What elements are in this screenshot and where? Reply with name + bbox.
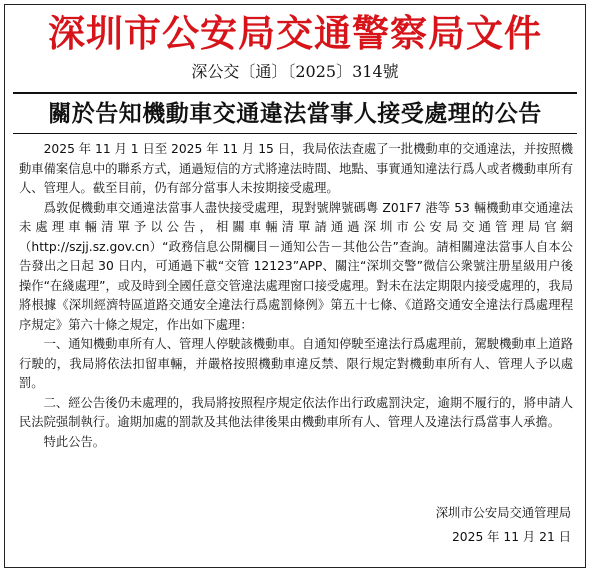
signature-org: 深圳市公安局交通管理局	[435, 506, 571, 520]
issuing-agency-title: 深圳市公安局交通警察局文件	[48, 12, 542, 55]
header-divider	[13, 92, 577, 94]
signature-block	[436, 501, 571, 549]
notice-title: 關於告知機動車交通違法當事人接受處理的公告	[48, 101, 542, 127]
paragraph-instructions: 爲敦促機動車交通違法當事人盡快接受處理，現對號牌號碼粵 Z01F7 港等 53 輛機動車交通違法未處理車輛清單予以公告，相關車輛清單請通過深圳市公安局交通管理局官網（http://szjj.sz.gov.cn）“政務信息公開欄目－通知公告－其他公告”查詢。請相關違法當事人自本公告發出之日起 30 日内，可通過下載“交管 12123”APP、關注“深圳交警”微信公衆號注册星級用户後操作“在綫處理”，或及時到全國任意交管違法處理窗口接受處理。對未在法定期限内接受處理的，我局將根據《深圳經濟特區道路交通安全違法行爲處罰條例》第五十七條、《道路交通安全違法行爲處理程序規定》第六十條之規定，作出如下處理：	[19, 200, 573, 332]
signature-date: 2025 年 11 月 21 日	[451, 530, 571, 544]
document-number: 深公交〔通〕〔2025〕314號	[191, 62, 399, 81]
document-header	[5, 5, 585, 82]
paragraph-measure-2: 二、經公告後仍未處理的，我局將按照程序規定依法作出行政處罰決定，逾期不履行的，將申請人民法院强制執行。逾期加處的罰款及其他法律後果由機動車所有人、管理人及違法行爲當事人承擔。	[19, 395, 573, 429]
document-page	[4, 4, 586, 568]
paragraph-closing: 特此公告。	[43, 434, 106, 449]
paragraph-intro: 2025 年 11 月 1 日至 2025 年 11 月 15 日，我局依法查處了一批機動車的交通違法，并按照機動車備案信息中的聯系方式，通過短信的方式將違法時間、地點、事實通知違法行爲人或者機動車所有人、管理人。截至目前，仍有部分當事人未按期接受處理。	[19, 142, 573, 195]
paragraph-measure-1: 一、通知機動車所有人、管理人停駛該機動車。自通知停駛至違法行爲處理前，駕駛機動車上道路行駛的，我局將依法扣留車輛，并嚴格按照機動車違反禁、限行規定對機動車所有人、管理人予以處罰。	[19, 337, 573, 390]
title-divider	[13, 133, 577, 134]
notice-body	[19, 140, 573, 452]
